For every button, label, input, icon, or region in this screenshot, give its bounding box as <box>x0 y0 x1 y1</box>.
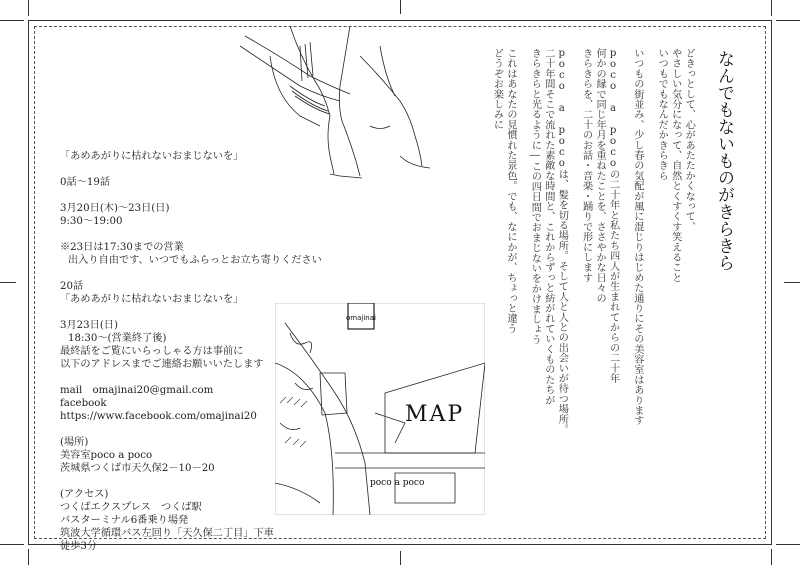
access-label: (アクセス) <box>60 489 109 500</box>
venue-address: 茨城県つくば市天久保2－10－20 <box>60 463 215 474</box>
ep20-time: 18:30～(営業終了後) <box>68 333 167 344</box>
page-title: なんでもないものがきらきら <box>714 50 734 271</box>
access-line-3: 筑波大学循環バス左回り「天久保二丁目」下車 <box>60 528 274 539</box>
contact-facebook-label: facebook <box>60 398 107 409</box>
access-line-1: つくばエクスプレス つくば駅 <box>60 502 202 513</box>
contact-mail[interactable]: mail omajinai20@gmail.com <box>60 385 214 396</box>
map-shop-label: poco a poco <box>370 478 425 488</box>
access-line-4: 徒歩3分 <box>60 541 98 552</box>
intro-line: どきっとして、心があたたかくなって、 <box>683 48 695 232</box>
intro-line: きらきらと光るように―この四日間でおまじないをかけましょう <box>529 48 541 345</box>
map-title: MAP <box>405 402 465 427</box>
ep20-note-1: 最終話をご覧にいらっしゃる方は事前に <box>60 346 244 357</box>
intro-line: 二十年間そこで流れた素敵な時間と、これからずっと紡がれていくものたちが <box>542 48 554 405</box>
intro-line: 何かの縁で同じ年月を重ねたことを、ささやかな日々の <box>594 48 606 303</box>
event-hours: 9:30～19:00 <box>60 216 123 227</box>
access-line-2: バスターミナル6番乗り場発 <box>60 515 189 526</box>
intro-line: いつもの街並み、少し春の気配が風に混じりはじめた通りにその美容室はあります <box>631 48 643 426</box>
venue-label: (場所) <box>60 437 89 448</box>
contact-facebook-url[interactable]: https://www.facebook.com/omajinai20 <box>60 411 257 422</box>
intro-line: poco a pocoの二十年と私たち四人が生まれてからの二十年 <box>607 48 619 384</box>
event-name: 「あめあがりに枯れないおまじないを」 <box>60 151 244 162</box>
intro-line: きらきらを、二十のお話・音楽・踊りで形にします <box>580 48 592 283</box>
intro-line: これはあなたの見慣れた景色。でも、なにかが、ちょっと違う <box>505 48 516 334</box>
map-logo: omajinai <box>346 314 376 322</box>
event-dates: 3月20日(木)～23日(日) <box>60 203 170 214</box>
ep20-date: 3月23日(日) <box>60 320 118 331</box>
intro-line: どうぞお楽しみに <box>491 48 503 130</box>
ep20-name: 「あめあがりに枯れないおまじないを」 <box>60 294 244 305</box>
map-illustration <box>275 303 485 515</box>
ep20-note-2: 以下のアドレスまでご連絡お願いいたします <box>60 359 264 370</box>
intro-line: いつもでもなんだかきらきら <box>656 48 668 181</box>
ep20-label: 20話 <box>60 281 84 292</box>
intro-line: やさしい気分になって、自然とくすくす笑えること <box>669 48 681 283</box>
venue-name: 美容室poco a poco <box>60 450 153 461</box>
intro-line: poco a pocoは、髪を切る場所。そして人と人との出会いが待つ場所。 <box>556 48 568 435</box>
event-episodes: 0話～19話 <box>60 177 111 188</box>
event-note-2: 出入り自由です、いつでもふらっとお立ち寄りください <box>68 255 322 266</box>
event-note-1: ※23日は17:30までの営業 <box>60 242 184 253</box>
